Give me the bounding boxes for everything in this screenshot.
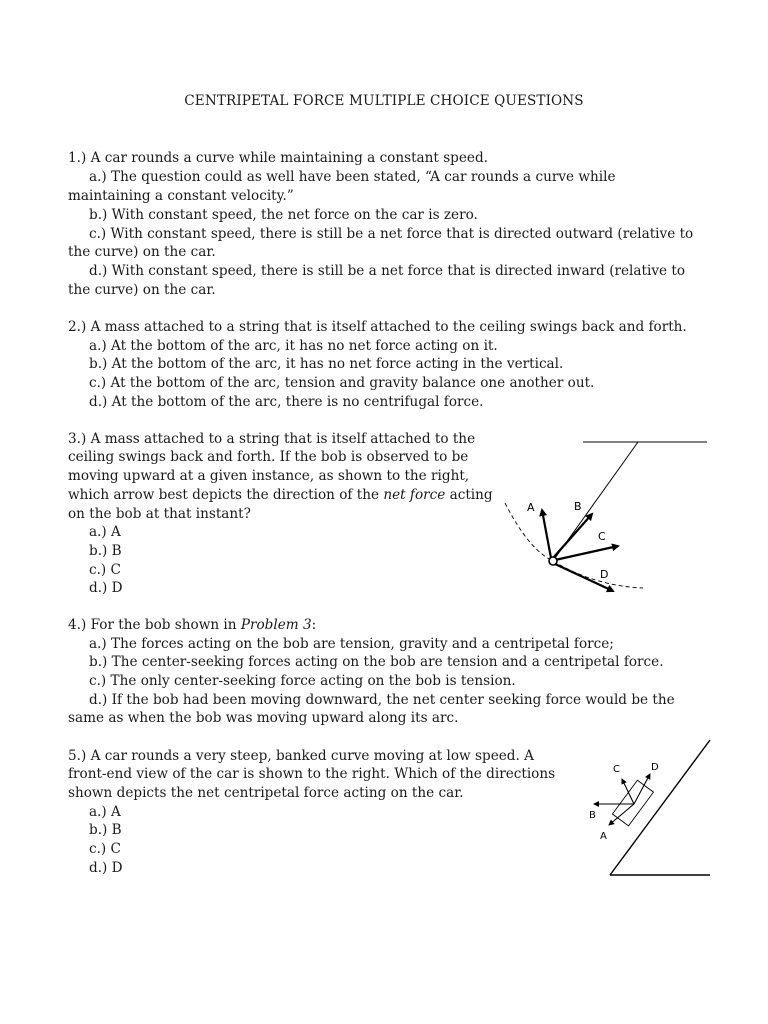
question-3-stem-line-5: on the bob at that instant? bbox=[68, 506, 251, 522]
question-3-option-c: c.) C bbox=[89, 562, 121, 578]
arrow-c bbox=[555, 546, 618, 560]
arrow-b bbox=[553, 514, 592, 558]
pendulum-diagram bbox=[495, 430, 715, 605]
question-5-stem-line-3: shown depicts the net centripetal force acting on the car. bbox=[68, 785, 464, 801]
worksheet-title: CENTRIPETAL FORCE MULTIPLE CHOICE QUESTIONS bbox=[184, 93, 584, 109]
question-3-stem-line-4 bbox=[68, 486, 493, 504]
question-3-stem-line-3: moving upward at a given instance, as shown to the right, bbox=[68, 468, 470, 484]
question-3-option-a: a.) A bbox=[89, 524, 121, 540]
question-4-stem-text: 4.) For the bob shown in bbox=[68, 617, 241, 633]
question-1-option-a: a.) The question could as well have been stated, “A car rounds a curve while bbox=[89, 169, 616, 185]
question-5-option-a: a.) A bbox=[89, 804, 121, 820]
label-b: B bbox=[589, 810, 596, 821]
question-4-option-c: c.) The only center-seeking force acting on the bob is tension. bbox=[89, 673, 516, 689]
question-1-option-d-cont: the curve) on the car. bbox=[68, 282, 216, 298]
question-3-option-d: d.) D bbox=[89, 580, 123, 596]
label-c: C bbox=[613, 764, 620, 775]
question-1-option-b: b.) With constant speed, the net force on the car is zero. bbox=[89, 207, 478, 223]
label-d: D bbox=[651, 762, 659, 773]
question-4-stem bbox=[68, 616, 316, 634]
question-3-stem-text-end: acting bbox=[445, 487, 493, 503]
problem-3-reference: Problem 3 bbox=[240, 617, 312, 633]
question-1-option-c: c.) With constant speed, there is still be a net force that is directed outward (relative to bbox=[89, 226, 694, 242]
arrow-c bbox=[622, 779, 634, 804]
question-4-option-d: d.) If the bob had been moving downward, the net center seeking force would be the bbox=[89, 692, 675, 708]
pendulum-bob bbox=[549, 557, 557, 565]
question-2-stem: 2.) A mass attached to a string that is itself attached to the ceiling swings back and forth. bbox=[68, 319, 687, 335]
question-2-option-a: a.) At the bottom of the arc, it has no net force acting on it. bbox=[89, 338, 498, 354]
label-d: D bbox=[600, 568, 609, 581]
question-1-option-a-cont: maintaining a constant velocity.” bbox=[68, 188, 294, 204]
question-2-option-b: b.) At the bottom of the arc, it has no net force acting in the vertical. bbox=[89, 356, 564, 372]
label-a: A bbox=[600, 831, 607, 842]
question-2-option-d: d.) At the bottom of the arc, there is no centrifugal force. bbox=[89, 394, 484, 410]
question-3-stem-line-1: 3.) A mass attached to a string that is itself attached to the bbox=[68, 431, 476, 447]
question-5-stem-line-1: 5.) A car rounds a very steep, banked curve moving at low speed. A bbox=[68, 748, 534, 764]
swing-arc-path bbox=[505, 503, 643, 588]
question-1-option-d: d.) With constant speed, there is still be a net force that is directed inward (relative to bbox=[89, 263, 686, 279]
question-1-stem: 1.) A car rounds a curve while maintaining a constant speed. bbox=[68, 150, 488, 166]
question-3-stem-text: which arrow best depicts the direction of the bbox=[68, 487, 384, 503]
question-3-option-b: b.) B bbox=[89, 543, 122, 559]
question-5-option-d: d.) D bbox=[89, 860, 123, 876]
banked-slope-line bbox=[610, 740, 710, 875]
question-4-stem-colon: : bbox=[311, 617, 317, 633]
question-4-option-a: a.) The forces acting on the bob are tension, gravity and a centripetal force; bbox=[89, 636, 614, 652]
banked-curve-diagram bbox=[580, 732, 720, 882]
label-a: A bbox=[527, 501, 535, 514]
label-c: C bbox=[598, 530, 606, 543]
label-b: B bbox=[574, 500, 582, 513]
question-4-option-d-cont: same as when the bob was moving upward along its arc. bbox=[68, 710, 459, 726]
arrow-a bbox=[542, 510, 551, 558]
question-3-stem-line-2: ceiling swings back and forth. If the bob is observed to be bbox=[68, 449, 469, 465]
net-force-emphasis: net force bbox=[383, 487, 446, 503]
question-4-option-b: b.) The center-seeking forces acting on the bob are tension and a centripetal force. bbox=[89, 654, 664, 670]
question-1-option-c-cont: the curve) on the car. bbox=[68, 244, 216, 260]
question-2-option-c: c.) At the bottom of the arc, tension and gravity balance one another out. bbox=[89, 375, 595, 391]
question-5-stem-line-2: front-end view of the car is shown to the right. Which of the directions bbox=[68, 766, 556, 782]
question-5-option-c: c.) C bbox=[89, 841, 121, 857]
question-5-option-b: b.) B bbox=[89, 822, 122, 838]
